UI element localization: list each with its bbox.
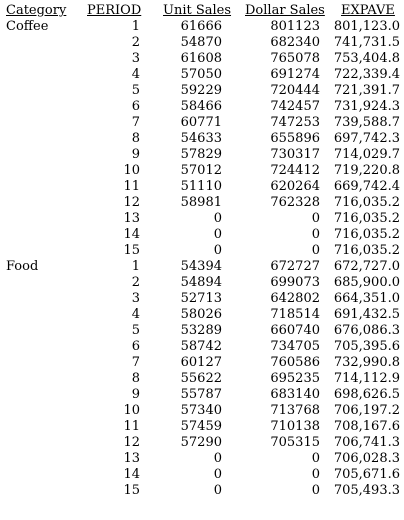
unit-sales-cell: 0: [213, 451, 222, 466]
expave-cell: 705,395.6: [333, 339, 400, 354]
period-cell: 5: [131, 323, 140, 338]
table-row: [0, 67, 404, 83]
dollar-sales-cell: 718514: [270, 307, 320, 322]
period-cell: 11: [123, 419, 140, 434]
dollar-sales-cell: 765078: [270, 51, 320, 66]
unit-sales-cell: 0: [213, 211, 222, 226]
dollar-sales-cell: 655896: [270, 131, 320, 146]
period-cell: 5: [131, 83, 140, 98]
period-cell: 12: [123, 435, 140, 450]
unit-sales-cell: 57459: [180, 419, 222, 434]
unit-sales-cell: 55622: [180, 371, 222, 386]
period-cell: 2: [131, 35, 140, 50]
period-cell: 7: [131, 115, 140, 130]
table-row: [0, 211, 404, 227]
dollar-sales-cell: 710138: [270, 419, 320, 434]
expave-cell: 741,731.5: [333, 35, 400, 50]
table-row: [0, 35, 404, 51]
period-cell: 13: [123, 211, 140, 226]
unit-sales-cell: 51110: [180, 179, 222, 194]
dollar-sales-cell: 0: [311, 211, 320, 226]
period-cell: 10: [123, 403, 140, 418]
dollar-sales-cell: 0: [311, 451, 320, 466]
expave-cell: 685,900.0: [333, 275, 400, 290]
period-cell: 7: [131, 355, 140, 370]
dollar-sales-cell: 734705: [270, 339, 320, 354]
dollar-sales-cell: 672727: [270, 259, 320, 274]
dollar-sales-cell: 0: [311, 483, 320, 498]
table-row: [0, 179, 404, 195]
unit-sales-cell: 53289: [180, 323, 222, 338]
unit-sales-cell: 61666: [180, 19, 222, 34]
period-cell: 15: [123, 483, 140, 498]
table-row: [0, 147, 404, 163]
table-row: [0, 323, 404, 339]
dollar-sales-cell: 720444: [270, 83, 320, 98]
expave-cell: 716,035.2: [333, 243, 400, 258]
unit-sales-cell: 58981: [180, 195, 222, 210]
table-row: [0, 419, 404, 435]
table-row: [0, 339, 404, 355]
period-cell: 15: [123, 243, 140, 258]
table-row: [0, 115, 404, 131]
unit-sales-cell: 54894: [180, 275, 222, 290]
period-cell: 9: [131, 147, 140, 162]
dollar-sales-cell: 724412: [270, 163, 320, 178]
period-cell: 14: [123, 467, 140, 482]
expave-cell: 672,727.0: [333, 259, 400, 274]
unit-sales-cell: 54394: [180, 259, 222, 274]
table-row: [0, 403, 404, 419]
dollar-sales-cell: 762328: [270, 195, 320, 210]
unit-sales-cell: 60127: [180, 355, 222, 370]
unit-sales-cell: 57050: [180, 67, 222, 82]
dollar-sales-cell: 705315: [270, 435, 320, 450]
dollar-sales-cell: 801123: [270, 19, 320, 34]
period-cell: 1: [131, 259, 140, 274]
period-cell: 6: [131, 99, 140, 114]
dollar-sales-cell: 699073: [270, 275, 320, 290]
dollar-sales-cell: 713768: [270, 403, 320, 418]
period-cell: 2: [131, 275, 140, 290]
unit-sales-cell: 0: [213, 467, 222, 482]
expave-cell: 706,741.3: [333, 435, 400, 450]
unit-sales-cell: 60771: [180, 115, 222, 130]
expave-cell: 706,028.3: [333, 451, 400, 466]
header-unit-sales: Unit Sales: [163, 3, 232, 18]
period-cell: 14: [123, 227, 140, 242]
table-row: [0, 467, 404, 483]
expave-cell: 753,404.8: [333, 51, 400, 66]
header-period: PERIOD: [87, 3, 142, 18]
table-row: [0, 371, 404, 387]
expave-cell: 721,391.7: [333, 83, 400, 98]
period-cell: 4: [131, 307, 140, 322]
table-row: [0, 483, 404, 499]
period-cell: 4: [131, 67, 140, 82]
period-cell: 6: [131, 339, 140, 354]
dollar-sales-cell: 620264: [270, 179, 320, 194]
unit-sales-cell: 58742: [180, 339, 222, 354]
expave-cell: 716,035.2: [333, 195, 400, 210]
table-row: [0, 451, 404, 467]
table-row: [0, 51, 404, 67]
expave-cell: 719,220.8: [333, 163, 400, 178]
unit-sales-cell: 0: [213, 483, 222, 498]
unit-sales-cell: 54633: [180, 131, 222, 146]
table-row: [0, 163, 404, 179]
expave-cell: 722,339.4: [333, 67, 400, 82]
period-cell: 11: [123, 179, 140, 194]
dollar-sales-cell: 682340: [270, 35, 320, 50]
expave-cell: 714,029.7: [333, 147, 400, 162]
expave-cell: 706,197.2: [333, 403, 400, 418]
header-dollar-sales: Dollar Sales: [245, 3, 325, 18]
period-cell: 8: [131, 371, 140, 386]
unit-sales-cell: 59229: [180, 83, 222, 98]
period-cell: 3: [131, 291, 140, 306]
period-cell: 3: [131, 51, 140, 66]
unit-sales-cell: 55787: [180, 387, 222, 402]
expave-cell: 716,035.2: [333, 211, 400, 226]
dollar-sales-cell: 747253: [270, 115, 320, 130]
header-expave: EXPAVE: [341, 3, 395, 18]
table-row: [0, 307, 404, 323]
unit-sales-cell: 58026: [180, 307, 222, 322]
unit-sales-cell: 57340: [180, 403, 222, 418]
unit-sales-cell: 57290: [180, 435, 222, 450]
expave-cell: 732,990.8: [333, 355, 400, 370]
expave-cell: 669,742.4: [333, 179, 400, 194]
dollar-sales-cell: 760586: [270, 355, 320, 370]
unit-sales-cell: 54870: [180, 35, 222, 50]
expave-cell: 801,123.0: [333, 19, 400, 34]
expave-cell: 676,086.3: [333, 323, 400, 338]
expave-cell: 714,112.9: [333, 371, 400, 386]
dollar-sales-cell: 742457: [270, 99, 320, 114]
expave-cell: 739,588.7: [333, 115, 400, 130]
table-row: [0, 259, 404, 275]
period-cell: 1: [131, 19, 140, 34]
table-row: [0, 83, 404, 99]
table-row: [0, 227, 404, 243]
dollar-sales-cell: 0: [311, 467, 320, 482]
dollar-sales-cell: 0: [311, 243, 320, 258]
expave-cell: 705,671.6: [333, 467, 400, 482]
table-row: [0, 291, 404, 307]
expave-cell: 716,035.2: [333, 227, 400, 242]
unit-sales-cell: 57012: [180, 163, 222, 178]
dollar-sales-cell: 0: [311, 227, 320, 242]
table-row: [0, 195, 404, 211]
unit-sales-cell: 0: [213, 227, 222, 242]
period-cell: 13: [123, 451, 140, 466]
category-cell: Food: [6, 259, 39, 274]
category-cell: Coffee: [6, 19, 49, 34]
expave-cell: 664,351.0: [333, 291, 400, 306]
table-row: [0, 275, 404, 291]
period-cell: 10: [123, 163, 140, 178]
expave-cell: 698,626.5: [333, 387, 400, 402]
dollar-sales-cell: 660740: [270, 323, 320, 338]
unit-sales-cell: 0: [213, 243, 222, 258]
expave-cell: 708,167.6: [333, 419, 400, 434]
unit-sales-cell: 58466: [180, 99, 222, 114]
table-row: [0, 243, 404, 259]
table-row: [0, 355, 404, 371]
table-row: [0, 387, 404, 403]
expave-cell: 697,742.3: [333, 131, 400, 146]
dollar-sales-cell: 730317: [270, 147, 320, 162]
dollar-sales-cell: 683140: [270, 387, 320, 402]
expave-cell: 705,493.3: [333, 483, 400, 498]
table-row: [0, 131, 404, 147]
dollar-sales-cell: 691274: [270, 67, 320, 82]
period-cell: 9: [131, 387, 140, 402]
unit-sales-cell: 57829: [180, 147, 222, 162]
unit-sales-cell: 61608: [180, 51, 222, 66]
table-row: [0, 99, 404, 115]
expave-cell: 691,432.5: [333, 307, 400, 322]
expave-cell: 731,924.3: [333, 99, 400, 114]
dollar-sales-cell: 695235: [270, 371, 320, 386]
header-category: Category: [6, 3, 67, 18]
unit-sales-cell: 52713: [180, 291, 222, 306]
period-cell: 8: [131, 131, 140, 146]
period-cell: 12: [123, 195, 140, 210]
table-row: [0, 435, 404, 451]
table-row: [0, 19, 404, 35]
dollar-sales-cell: 642802: [270, 291, 320, 306]
